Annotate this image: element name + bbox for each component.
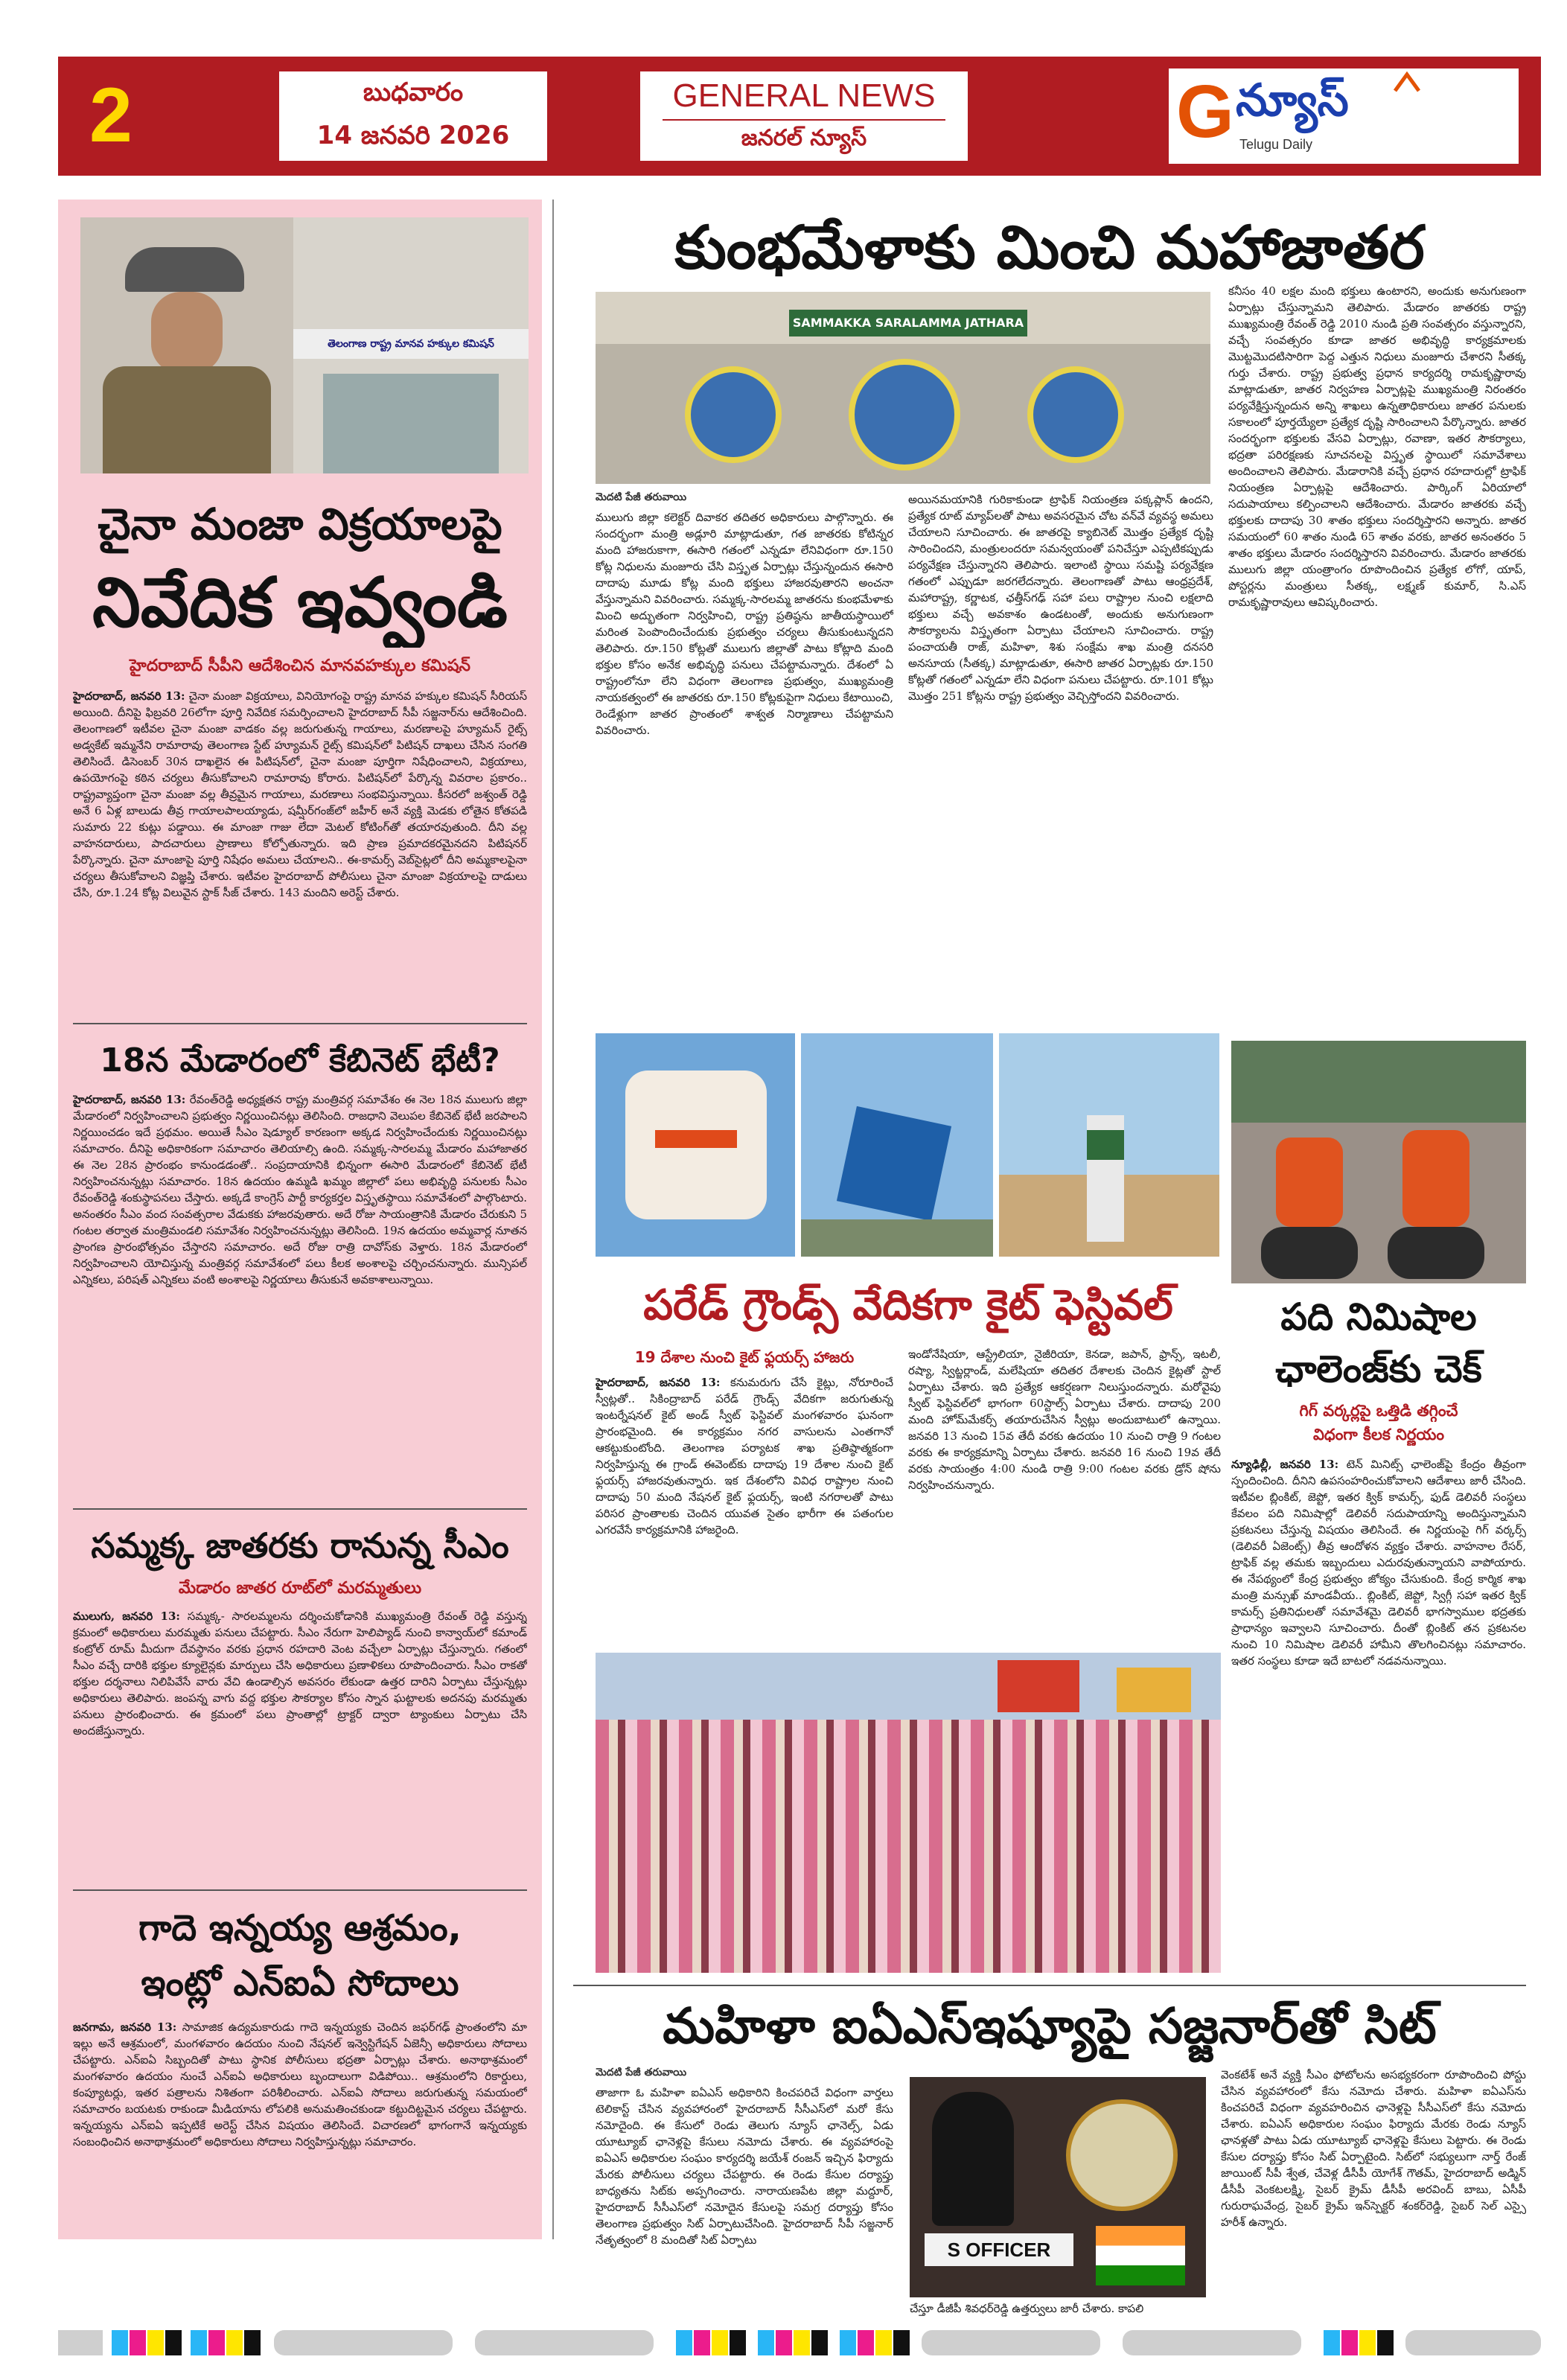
strip-chip	[858, 2330, 874, 2355]
rider-jacket	[1276, 1138, 1343, 1227]
strip-chip	[130, 2330, 146, 2355]
date-box	[279, 71, 547, 161]
challenge-subhead-line1: గిగ్ వర్కర్లపై ఒత్తిడి తగ్గించే	[1299, 1402, 1458, 1420]
challenge-headline-line1: పది నిమిషాల	[1280, 1295, 1477, 1339]
kite-text-1: కనుమరుగు చేసే కైట్లు, నోరూరించే స్వీట్లతో.. సికింద్రాబాద్ పరేడ్ గ్రౌండ్స్ వేదికగా జరుగుతున్న ఇంటర్నేషనల్ కైట్ అండ్ స్వీట్ ఫెస్టివల్ మంగళవారం ఘనంగా ప్రారంభమైంది. ఈ కార్యక్రమం నగర వాసులను ఎంతగానో ఆకట్టుకుంటోంది. తెలంగాణ పర్యాటక శాఖ ప్రతిష్ఠాత్మకంగా నిర్వహిస్తున్న ఈ గ్రాండ్ ఈవెంట్‌కు దాదాపు 19 దేశాల నుంచి కైట్ ఫ్లయర్స్ హాజరవుతున్నారు. ఇక దేశంలోని వివిధ రాష్ట్రాల నుంచి దాదాపు 50 మంది నేషనల్ కైట్ ఫ్లయర్స్, ఇంటి నగరాలతో పాటు పరిసర ప్రాంతాలకు చెందిన యువత సైతం భారీగా ఈ పతంగుల ఎగరవేసే కార్యక్రమానికి హాజరైంది.	[596, 1376, 893, 1537]
scooter	[1388, 1227, 1484, 1279]
section-box	[640, 71, 968, 161]
kite-dateline: హైదరాబాద్, జనవరి 13:	[596, 1376, 721, 1389]
strip-chip	[875, 2330, 892, 2355]
strip-bar	[274, 2330, 453, 2355]
story1-text: చైనా మంజా విక్రయాలు, వినియోగంపై రాష్ట్ర మానవ హక్కుల కమిషన్ సీరియస్ అయింది. దీనిపై ఫిబ్రవరి 26లోగా పూర్తి నివేదిక సమర్పించాలని హైదరాబాద్ సీపీ సజ్జనార్‌ను ఆదేశించింది. తెలంగాణలో ఇటీవల చైనా మంజా వాడకం వల్ల జరుగుతున్న గాయాలు, మరణాలపై హ్యూమన్ రైట్స్ అడ్వకేట్ ఇమ్మనేని రామారావు తెలంగాణ స్టేట్ హ్యూమన్ రైట్స్ కమిషన్‌లో పిటిషన్ దాఖలు చేసిన సంగతి తెలిసిందే. డిసెంబర్ 30న దాఖలైన ఈ పిటిషన్‌లో, చైనా మంజా పూర్తిగా నిషేధించాలని, విక్రయాలు, ఉపయోగంపై కఠిన చర్యలు తీసుకోవాలని రామారావు కోరారు. పిటిషన్‌లో పేర్కొన్న వివరాల ప్రకారం.. రాష్ట్రవ్యాప్తంగా చైనా మంజా వల్ల తీవ్రమైన గాయాలు, మరణాలు సంభవిస్తున్నాయి. కీసరలో జశ్వంత్ రెడ్డి అనే 6 ఏళ్ల బాలుడు తీవ్ర గాయాలపాలయ్యాడు, షమ్షీర్‌గంజ్‌లో జహీర్ అనే వ్యక్తి మెడకు లోతైన కోతపడి సుమారు 22 కుట్లు పడ్డాయి. ఈ మాంజా గాజు లేదా మెటల్ కోటింగ్‌తో తయారవుతుంది. దీని వల్ల వాహనదారులు, పాదచారులు ప్రాణాలు కోల్పోతున్నారు. ఇది ప్రాణ ప్రమాదకరమైనదని పిటిషనర్ పేర్కొన్నారు. చైనా మాంజాపై పూర్తి నిషేధం అమలు చేయాలని.. ఈ-కామర్స్ వెబ్‌సైట్లలో దీని అమ్మకాలపైనా చర్యలు తీసుకోవాలని విజ్ఞప్తి చేశారు. ఇటీవల హైదరాబాద్ పోలీసులు చైనా మాంజా విక్రయాలపై దాడులు చేసి, రూ.1.24 కోట్ల విలువైన స్టాక్ సీజ్ చేశారు. 143 మందిని అరెస్ట్ చేశారు.	[73, 689, 527, 899]
flag-banner	[1117, 1668, 1191, 1712]
strip-chip	[1377, 2330, 1394, 2355]
story1-subhead: హైదరాబాద్ సీపీని ఆదేశించిన మానవహక్కుల కమిషన్	[130, 657, 470, 675]
column-divider	[552, 200, 554, 2239]
strip-chip	[147, 2330, 164, 2355]
kite-headline: పరేడ్ గ్రౌండ్స్ వేదికగా కైట్ ఫెస్టివల్	[643, 1281, 1173, 1330]
kumbh-headline: కుంభమేళాకు మించి మహాజాతర	[674, 213, 1425, 282]
strip-chip	[208, 2330, 225, 2355]
delivery-riders-photo	[1231, 1041, 1526, 1283]
jathara-logo-poster	[685, 366, 782, 463]
story1-headline-line2: నివేదిక ఇవ్వండి	[92, 563, 508, 642]
strip-chip	[758, 2330, 774, 2355]
tree-line	[801, 1219, 993, 1257]
commission-office-photo	[293, 217, 529, 473]
strip-bar	[1123, 2330, 1301, 2355]
officer-nameplate: S OFFICER	[925, 2233, 1073, 2266]
issue-date: 14 జనవరి 2026	[316, 121, 510, 150]
strip-chip	[794, 2330, 810, 2355]
strip-chip	[840, 2330, 856, 2355]
challenge-dateline: న్యూఢిల్లీ, జనవరి 13:	[1231, 1458, 1339, 1471]
section-title-te: జనరల్ న్యూస్	[663, 119, 945, 156]
story2-dateline: హైదరాబాద్, జనవరి 13:	[73, 1093, 186, 1106]
story4-body	[73, 2019, 527, 2235]
strip-bar	[475, 2330, 654, 2355]
strip-chip	[1341, 2330, 1358, 2355]
separator	[73, 1508, 527, 1510]
strip-chip	[694, 2330, 710, 2355]
ias-headline: మహిళా ఐఏఎస్‌ఇష్యూపై సజ్జనార్‌తో సిట్	[663, 1997, 1437, 2055]
strip-chip	[811, 2330, 828, 2355]
page-number: 2	[89, 74, 133, 156]
strip-bar	[1405, 2330, 1541, 2355]
officer-face	[151, 292, 223, 374]
festival-crowd-photo	[596, 1653, 1221, 1973]
kumbh-byline: మెదటి పేజీ తరువాయి	[596, 491, 687, 503]
challenge-headline-line2: ఛాలెంజ్‌కు చెక్	[1275, 1347, 1482, 1391]
kite-photo-face	[596, 1033, 795, 1257]
kite-body-col2: ఇండోనేషియా, ఆస్ట్రేలియా, నైజీరియా, కెనడా, జపాన్, ఫ్రాన్స్, ఇటలీ, రష్యా, స్విట్జర్లాండ్, మలేషియా తదితర దేశాలకు చెందిన కైట్లతో స్టాల్ ఏర్పాటు చేశారు. ఇది ప్రత్యేక ఆకర్షణగా నిలుస్తుందన్నారు. మరోవైపు స్వీట్ ఫెస్టివల్‌లో భాగంగా 60స్టాల్స్ ఏర్పాటు చేశారు. దాదాపు 200 మంది హోమ్‌మేకర్స్ తయారుచేసిన స్వీట్లు అందుబాటులో ఉన్నాయి. జనవరి 13 నుంచి 15వ తేదీ వరకు ఉదయం 10 నుంచి రాత్రి 9 గంటల వరకు ఈ కార్యక్రమాన్ని ఏర్పాటు చేశారు. జనవరి 16 నుంచి 19వ తేదీ వరకు సాయంత్రం 4:00 నుండి రాత్రి 9:00 గంటల వరకు డ్రోన్ షోను నిర్వహించనున్నారు.	[908, 1347, 1221, 1492]
separator	[73, 1023, 527, 1024]
separator	[73, 1889, 527, 1891]
jathara-logo-poster	[1027, 366, 1124, 463]
strip-chip	[58, 2330, 103, 2355]
trees	[1231, 1041, 1526, 1123]
challenge-body	[1231, 1456, 1526, 1970]
strip-chip	[776, 2330, 792, 2355]
strip-chip	[165, 2330, 182, 2355]
story1-dateline: హైదరాబాద్, జనవరి 13:	[73, 689, 185, 703]
rider-jacket	[1402, 1130, 1469, 1227]
jathara-logo-poster	[849, 359, 960, 470]
story3-text: సమ్మక్క- సారలమ్మలను దర్శించుకోడానికి ముఖ్యమంత్రి రేవంత్ రెడ్డి వస్తున్న క్రమంలో అధికారులు మరమ్మతు పనులు చేపట్టారు. సీఎం నేరుగా హెలిప్యాడ్ నుంచి కాన్వాయ్‌లో కమాండ్ కంట్రోల్ రూమ్ మీదుగా దేవస్థానం వరకు ప్రధాన రహదారి వెంట వచ్చేలా ఏర్పాట్లు చేస్తున్నారు. గతంలో సీఎం వచ్చే దారికి భక్తుల క్యూలైన్లకు మార్పులు చేసి అధికారులు ప్రణాళికలు రూపొందించారు. సీఎం రాకతో భక్తుల దర్శనాలు నిలిపివేసే వారు వేచి ఉండాల్సిన అవసరం లేకుండా ఉత్తర దారిని ఏర్పాటు చేస్తున్నట్లు అధికారులు తెలిపారు. జంపన్న వాగు వద్ద భక్తుల సౌకర్యాల కోసం స్నాన ఘట్టాలకు అదనపు మరమ్మతు పనులు ప్రారంభించారు. ఈ క్రమంలో పలు ప్రాంతాల్లో ట్రాక్టర్ ద్వారా ట్యాంకులు ఏర్పాటు చేసి అందజేస్తున్నారు.	[73, 1609, 527, 1738]
strip-chip	[730, 2330, 746, 2355]
ias-byline: మెదటి పేజీ తరువాయి	[596, 2067, 687, 2078]
strip-chip	[1359, 2330, 1376, 2355]
strip-bar	[922, 2330, 1100, 2355]
story2-headline: 18న మేడారంలో కేబినెట్ భేటీ?	[100, 1041, 500, 1079]
weekday: బుధవారం	[363, 77, 464, 107]
strip-chip	[244, 2330, 261, 2355]
ias-officer-photo	[910, 2077, 1206, 2297]
khaki-uniform	[103, 366, 271, 473]
telangana-govt-emblem	[1066, 2099, 1178, 2211]
story4-text: సామాజిక ఉద్యమకారుడు గాదె ఇన్నయ్యకు చెందిన జఫర్‌గఢ్ ప్రాంతంలోని మా ఇల్లు అనే ఆశ్రమంలో, మంగళవారం ఉదయం నుంచి నేషనల్ ఇన్వెస్టిగేషన్ ఏజెన్సీ అధికారులు సోదాలు చేపట్టారు. ఎన్ఐఏ సిబ్బందితో పాటు స్థానిక పోలీసులు భద్రతా ఏర్పాట్లు చేశారు. అనాథాశ్రమంలో మంగళవారం ఉదయం నుంచే ఎన్ఐఏ అధికారులు బృందాలుగా విడిపోయి.. ఆశ్రమంలోని రికార్డులు, కంప్యూటర్లు, ఇతర పత్రాలను నిశితంగా పరిశీలించారు. ఎన్ఐఏ సోదాలు జరుగుతున్న సమయంలో సమాచారం బయటకు రాకుండా మీడియాను లోపలికి అనుమతించకుండా కట్టుదిట్టమైన చర్యలు చేపట్టారు. ఇన్నయ్యను ఎన్ఐఏ ఇప్పటికే అరెస్ట్ చేసిన విషయం తెలిసిందే. విచారణలో భాగంగానే ఇన్నయ్యకు సంబంధించిన అనాథాశ్రమంలో అధికారులు సోదాలు నిర్వహిస్తున్నట్లు సమాచారం.	[73, 2020, 527, 2148]
kumbh-body-col2: అయినమయానికి గురికాకుండా ట్రాఫిక్ నియంత్రణ పక్కప్లాన్ ఉందని, ప్రత్యేక రూట్ మ్యాప్‌లతో పాటు అవసరమైన చోట వన్‌వే వ్యవస్థ అమలు చేయాలని సూచించారు. ఈ జాతరపై క్యాబినెట్ మొత్తం ప్రత్యేక దృష్టి సారించిందని, మంత్రులందరూ సమన్వయంతో పనిచేస్తూ ఎప్పటికప్పుడు పర్యవేక్షణ చేస్తున్నారని తెలిపారు. ఇలాంటి స్థాయి సమష్టి పర్యవేక్షణ గతంలో ఎప్పుడూ జరగలేదన్నారు. తెలంగాణతో పాటు ఆంధ్రప్రదేశ్, మహారాష్ట్ర, కర్ణాటక, ఛత్తీస్‌గఢ్ సహా పలు రాష్ట్రాల నుంచి లక్షలాది భక్తులు వచ్చే అవకాశం ఉండటంతో, అందుకు అనుగుణంగా సౌకర్యాలను విస్తృతంగా ఏర్పాటు చేయాలని సూచించారు. రాష్ట్ర పంచాయతీ రాజ్, మహిళా, శిశు సంక్షేమ శాఖ మంత్రి దనసరి అనసూయ (సీతక్క) మాట్లాడుతూ, ఈసారి జాతర ఏర్పాట్లకు రూ.150 కోట్లతో గతంలో ఎన్నడూ లేని విధంగా పనులు చేపట్టారు. రూ.101 కోట్లు మొత్తం 251 కోట్లను రాష్ట్ర ప్రభుత్వం వెచ్చిస్తోందని వివరించారు.	[908, 493, 1213, 703]
logo-spark-icon	[1392, 71, 1422, 94]
police-cap	[125, 247, 244, 292]
challenge-text: టెన్ మినిట్స్ ఛాలెంజ్‌పై కేంద్రం తీవ్రంగా స్పందించింది. దీనిని ఉపసంహరించుకోవాలని ఆదేశాలు జారీ చేసింది. ఇటీవల బ్లింకిట్, జెప్టో, ఇతర క్విక్ కామర్స్, ఫుడ్ డెలివరీ సంస్థలు కేవలం పది నిమిషాల్లో డెలివరీ సదుపాయాన్ని అందిస్తున్నామని ప్రకటనలు చేస్తున్న విషయం తెలిసిందే. ఈ నిర్ణయంపై గిగ్ వర్కర్స్ (డెలివరీ ఏజెంట్స్) తీవ్ర ఆందోళన వ్యక్తం చేశారు. వాహనాల రేసర్, ట్రాఫిక్ వల్ల తమకు ఇబ్బందులు ఎదురవుతున్నాయని వాపోయారు. ఈ నేపథ్యంలో కేంద్ర ప్రభుత్వం జోక్యం చేసుకుంది. కేంద్ర కార్మిక శాఖ మంత్రి మన్సుఖ్ మాండవీయ.. బ్లింకిట్, జెప్టో, స్విగ్గీ సహా ఇతర క్విక్ కామర్స్ ప్రతినిధులతో సమావేశమై డెలివరీ భాగస్వాముల భద్రతకు ప్రాధాన్యం ఇవ్వాలని సూచించారు. దీంతో బ్లింకిట్ తన ప్రకటనల నుంచి 10 నిమిషాల డెలివరీ హామీని తొలగించినట్లు సమాచారం. ఇతర సంస్థలు కూడా ఇదే బాటలో నడవనున్నాయి.	[1231, 1458, 1526, 1668]
logo-letter: G	[1176, 70, 1234, 153]
strip-chip	[112, 2330, 128, 2355]
kite-eyes	[655, 1130, 737, 1148]
logo-word: న్యూస్	[1236, 74, 1349, 127]
story3-body	[73, 1608, 527, 1883]
flag-banner	[998, 1660, 1079, 1712]
kite-subhead: 19 దేశాల నుంచి కైట్ ఫ్లయర్స్ హాజరు	[634, 1348, 855, 1366]
jathara-banner: SAMMAKKA SARALAMMA JATHARA	[789, 310, 1027, 336]
poster-launch-photo	[596, 292, 1210, 484]
kite-photo-flyer	[999, 1033, 1219, 1257]
kumbh-body-col3: కనీసం 40 లక్షల మంది భక్తులు ఉంటారని, అందుకు అనుగుణంగా ఏర్పాట్లు చేస్తున్నామని తెలిపారు. మేడారం జాతరకు రాష్ట్ర ముఖ్యమంత్రి రేవంత్ రెడ్డి 2010 నుండి ప్రతి సంవత్సరం వస్తున్నారని, వచ్చే సంవత్సరం కూడా జాతర అభివృద్ధి కార్యక్రమాలకు మొట్టమొదటిసారిగా పెద్ద ఎత్తున నిధులు మంజూరు చేశారని సీతక్క గుర్తు చేశారు. రాష్ట్ర ప్రభుత్వ ప్రధాన కార్యదర్శి రామకృష్ణారావు మాట్లాడుతూ, జాతర నిర్వహణ ఏర్పాట్లపై ముఖ్యమంత్రి నిరంతరం పర్యవేక్షిస్తున్నందున అన్ని శాఖలు ఉన్నతాధికారులు జాతర పనులకు సకాలంలో పూర్తయ్యేలా ప్రత్యేక దృష్టి సారించాలని పేర్కొన్నారు. జాతర సందర్భంగా భక్తులకు వేసవి ఏర్పాట్లు, రవాణా, ఇతర సౌకర్యాలు, భద్రతా పరిరక్షణకు సూచనలపై విస్తృత స్థాయిలో సమావేశాలు అందించాలని తెలిపారు. మేడారానికి వచ్చే ప్రధాన రహదారుల్లో ట్రాఫిక్ నియంత్రణ ఏర్పాట్లపై ఆదేశించారు. పార్కింగ్ ఏరియాలో సదుపాయాలు కల్పించాలని ఆదేశించారు. మేడారం జాతరకు వచ్చే భక్తులకు దాదాపు 30 శాతం భక్తులు సందర్శిస్తారని అన్నారు. జాతర సమయంలో 60 శాతం నుండి 65 శాతం వరకు, జాతర అనంతరం 5 శాతం భక్తులు మేడారం సందర్శిస్తారని వివరించారు. మేడారం జాతరకు ములుగు జిల్లా యంత్రాంగం రూపొందించిన ప్రత్యేక లోగో, యాప్, పోస్టర్లను మంత్రులు సీతక్క, లక్ష్మణ్ కుమార్, సి.ఎస్ రామకృష్ణారావులు ఆవిష్కరించారు.	[1228, 284, 1526, 609]
strip-chip	[676, 2330, 692, 2355]
strip-chip	[226, 2330, 243, 2355]
story3-subhead: మేడారం జాతర రూట్‌లో మరమ్మతులు	[178, 1579, 422, 1598]
section-title-en: GENERAL NEWS	[672, 77, 936, 114]
portrait-kite	[837, 1106, 951, 1221]
newspaper-logo	[1169, 68, 1519, 164]
strip-chip	[191, 2330, 207, 2355]
officer-photo	[80, 217, 293, 473]
ias-photo-caption: చేస్తూ డీజీపీ శివధర్‌రెడ్డి ఉత్తర్వులు జారీ చేశారు. కాపలి	[910, 2302, 1144, 2315]
story1-headline-line1: చైనా మంజా విక్రయాలపై	[98, 499, 502, 549]
story2-text: రేవంత్‌రెడ్డి అధ్యక్షతన రాష్ట్ర మంత్రివర్గ సమావేశం ఈ నెల 18న ములుగు జిల్లా మేడారంలో నిర్వహించాలని ప్రభుత్వం నిర్ణయించినట్లు తెలిసింది. రాజధాని వెలుపల కేబినెట్ భేటీ జరపాలని నిర్ణయించడం ఇదే ప్రథమం. అయితే సీఎం షెడ్యూల్ కారణంగా అక్కడ నిర్వహించేందుకు నిర్ణయించినట్లు సమాచారం. దీనిపై అధికారికంగా సమాచారం తెలియాల్సి ఉంది. సమ్మక్క-సారలమ్మ మేడారం మహాజాతర ఈ నెల 28న ప్రారంభం కానుండడంతో.. సంప్రదాయానికి భిన్నంగా ఈసారి మేడారంలో కేబినెట్ భేటీ నిర్వహించనున్నట్లు సమాచారం. 18న ఉదయం ఉమ్మడి ఖమ్మం జిల్లాలో పలు అభివృద్ధి పనులకు సీఎం రేవంత్‌రెడ్డి శంకుస్థాపనలు చేస్తారు. అక్కడే కాంగ్రెస్ పార్టీ కార్యకర్తల విస్తృతస్థాయి సమావేశంలో పాల్గొంటారు. అనంతరం సీఎం వంద సంవత్సరాల వేడుకకు హాజరవుతారు. అదే రోజు సాయంత్రానికి మేడారం చేరుకుని 5 గంటల తర్వాత మంత్రిమండలి సమావేశం నిర్వహించనున్నట్లు తెలిసింది. 19న ఉదయం అమ్మవార్ల నూతన ప్రాంగణ ప్రారంభోత్సవం చేస్తారని సమాచారం. అదే రోజు రాత్రి దావోస్‌కు వెళ్తారు. 18న మేడారంలో నిర్వహించాలని యోచిస్తున్న మంత్రివర్గ సమావేశంలో పలు కీలక అంశాలపై చర్చించనున్నారు. మున్సిపల్ ఎన్నికలు, పరిషత్ ఎన్నికలు వంటి అంశాలపై నిర్ణయాలు తీసుకునే అవకాశాలున్నాయి.	[73, 1093, 527, 1286]
kite-flyer-shirt	[1087, 1130, 1124, 1160]
strip-chip	[712, 2330, 728, 2355]
kite-photo-portrait	[801, 1033, 993, 1257]
story4-dateline: జనగామ, జనవరి 13:	[73, 2020, 177, 2034]
crowd	[596, 1720, 1221, 1973]
ias-body-col1: తాజాగా ఓ మహిళా ఐఏఎస్ అధికారిని కించపరిచే విధంగా వార్తలు టెలికాస్ట్ చేసిన వ్యవహారంలో హైదరాబాద్ సీసీఎస్‌లో మరో కేసు నమోదైంది. ఈ కేసులో రెండు తెలుగు న్యూస్ ఛానెల్స్, ఏడు యూట్యూబ్ ఛానెళ్లపై కేసులు నమోదు చేశారు. ఈ వ్యవహారంపై ఐఏఎస్ అధికారుల సంఘం కార్యదర్శి జయేశ్ రంజన్ ఇచ్చిన ఫిర్యాదు మేరకు పోలీసులు చర్యలు చేపట్టారు. ఈ రెండు కేసుల దర్యాప్తు బాధ్యతను సిట్‌కు అప్పగించారు. నారాయణపేట జిల్లా మద్దూర్, హైదరాబాద్ సీసీఎస్‌లో నమోదైన కేసులపై సమగ్ర దర్యాప్తు కోసం తెలంగాణ ప్రభుత్వం సిట్ ఏర్పాటుచేసింది. హైదరాబాద్ సీపీ సజ్జనార్ నేతృత్వంలో 8 మందితో సిట్ ఏర్పాటు	[596, 2086, 893, 2247]
story1-body	[73, 688, 527, 1008]
logo-subtitle: Telugu Daily	[1239, 137, 1313, 152]
silhouette	[932, 2092, 1014, 2226]
strip-chip	[893, 2330, 910, 2355]
kumbh-body-col1: ములుగు జిల్లా కలెక్టర్ దివాకర తదితర అధికారులు పాల్గొన్నారు. ఈ సందర్భంగా మంత్రి అడ్లూరి మాట్లాడుతూ, గత జాతరకు కోటిన్నర మంది హాజరుకాగా, ఈసారి గతంలో ఎన్నడూ లేనివిధంగా రూ.150 కోట్ల నిధులను మంజూరు చేసి విస్తృత ఏర్పాట్లు చేస్తున్నందున ఈసారి దాదాపు మూడు కోట్ల మంది భక్తులు హాజరవుతారని అంచనా వేస్తున్నామని వివరించారు. సమ్మక్క-సారలమ్మ జాతరను కుంభమేళాకు మించి అద్భుతంగా నిర్వహించి, రాష్ట్ర ప్రతిష్ఠను జాతీయస్థాయిలో మరింత పెంపొందించేందుకు ప్రభుత్వం చర్యలు తీసుకుంటున్నదని తెలిపారు. రూ.150 కోట్లతో ములుగు జిల్లాతో పాటు కోట్లాది మంది భక్తుల కోసం అనేక అభివృద్ధి పనులు చేపట్టామన్నారు. దేశంలో ఏ రాష్ట్రంలోనూ లేని విధంగా తెలంగాణ ప్రభుత్వం, ముఖ్యమంత్రి నాయకత్వంలో ఈ జాతరకు రూ.150 కోట్లకుపైగా నిధులు కేటాయించి, రెండేళ్లుగా జాతర ప్రాంతంలో శాశ్వత నిర్మాణాలు చేపట్టామని వివరించారు.	[596, 511, 893, 737]
india-flag	[1096, 2226, 1185, 2285]
scooter	[1261, 1227, 1358, 1279]
story2-body	[73, 1091, 527, 1501]
kite-body-col1	[596, 1374, 893, 1635]
office-doorway	[323, 374, 499, 473]
strip-chip	[1324, 2330, 1340, 2355]
commission-signboard: తెలంగాణ రాష్ట్ర మానవ హక్కుల కమిషన్	[293, 329, 529, 359]
story4-headline-line2: ఇంట్లో ఎన్ఐఏ సోదాలు	[141, 1962, 459, 2004]
color-calibration-strip	[58, 2330, 1541, 2355]
story3-dateline: ములుగు, జనవరి 13:	[73, 1609, 180, 1623]
challenge-subhead-line2: విధంగా కీలక నిర్ణయం	[1312, 1426, 1445, 1443]
story3-headline: సమ్మక్క జాతరకు రానున్న సీఎం	[91, 1525, 509, 1566]
ias-body-col3: వెంకటేశ్ అనే వ్యక్తి సీఎం ఫోటోలను అసభ్యకరంగా రూపొందించి పోస్టు చేసిన వ్యవహారంలో కేసు నమోదు చేశారు. మహిళా ఐఏఎస్‌ను కించపరిచే విధంగా వ్యవహరించిన ఛానెళ్లపై సీసీఎస్‌లో కేసు నమోదు చేశారు. ఐఏఎస్ అధికారుల సంఘం ఫిర్యాదు మేరకు రెండు న్యూస్ ఛానళ్లతో పాటు ఏడు యూట్యూబ్ ఛానెళ్లపై కేసులు పెట్టారు. ఈ రెండు కేసుల దర్యాప్తు కోసం సిట్ ఏర్పాటైంది. సిట్‌లో సభ్యులుగా నార్త్ రేంజ్ జాయింట్ సీపీ శ్వేత, చేవెళ్ల డీసీపీ యోగేశ్ గౌతమ్, హైదరాబాద్ అడ్మిన్ డీసీపీ వెంకటలక్ష్మి, సైబర్ క్రైమ్ డీసీపీ అరవింద్ బాబు, ఏసీపీ గురురాఘవేంద్ర, సైబర్ క్రైమ్ ఇన్‌స్పెక్టర్ శంకర్‌రెడ్డి, సైబర్ సెల్ ఎస్సై హరీశ్ ఉన్నారు.	[1221, 2068, 1526, 2229]
story4-headline-line1: గాదె ఇన్నయ్య ఆశ్రమం,	[138, 1907, 462, 1949]
separator	[573, 1985, 1526, 1986]
